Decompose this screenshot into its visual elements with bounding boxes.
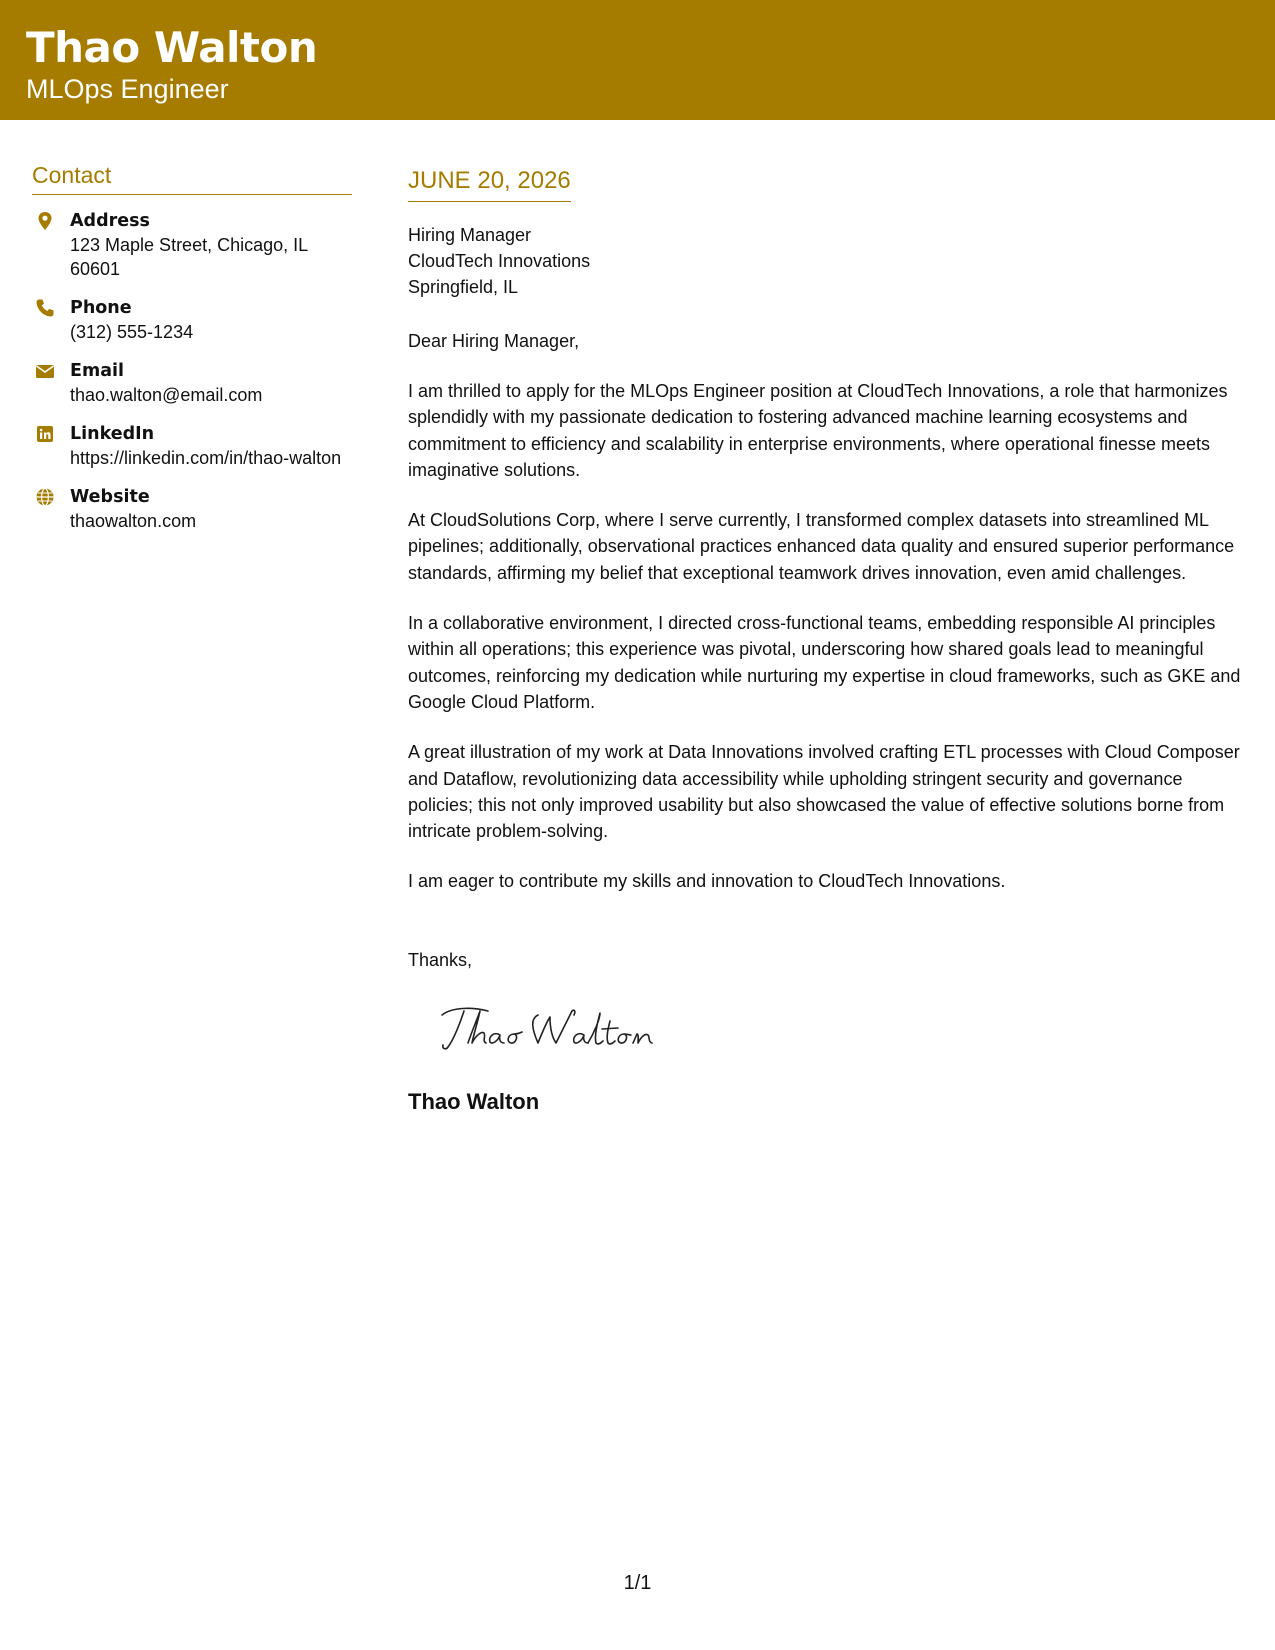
contact-sidebar <box>32 160 352 548</box>
signer-name: Thao Walton <box>408 1088 540 1114</box>
globe-icon <box>35 487 55 507</box>
applicant-name: Thao Walton <box>26 23 318 72</box>
contact-heading: Contact <box>32 160 352 195</box>
letter-paragraph: In a collaborative environment, I directed cross-functional teams, embedding responsible AI principles within all operations; this experience was pivotal, underscoring how shared goals lead to meaningful outcomes, reinforcing my dedication while nurturing my expertise in cloud frameworks, such as GKE and Google Cloud Platform. <box>408 613 1241 712</box>
letter-paragraph: A great illustration of my work at Data Innovations involved crafting ETL processes with Cloud Composer and Dataflow, revolutionizing data accessibility while upholding stringent security and governance policies; this not only improved usability but also showcased the value of effective solutions borne from intricate problem-solving. <box>408 742 1240 842</box>
header-banner <box>0 0 1275 120</box>
contact-value[interactable]: thaowalton.com <box>70 511 197 531</box>
envelope-icon <box>35 361 55 381</box>
page-number: 1/1 <box>623 1572 652 1594</box>
contact-label: LinkedIn <box>70 424 155 444</box>
contact-linkedin <box>32 422 352 470</box>
phone-icon <box>35 298 55 318</box>
recipient-line: Hiring Manager <box>408 225 532 245</box>
closing: Thanks, <box>408 949 473 970</box>
letter-body <box>408 165 1248 1116</box>
contact-website <box>32 485 352 533</box>
contact-value[interactable]: https://linkedin.com/in/thao-walton <box>70 448 342 468</box>
contact-label: Website <box>70 487 150 507</box>
contact-label: Email <box>70 361 124 381</box>
letter-paragraph: At CloudSolutions Corp, where I serve currently, I transformed complex datasets into streamlined ML pipelines; additionally, observational practices enhanced data quality and ensured superior performance standards, affirming my belief that exceptional teamwork drives innovation, even amid challenges. <box>408 510 1235 583</box>
letter-paragraph: I am thrilled to apply for the MLOps Engineer position at CloudTech Innovations, a role that harmonizes splendidly with my passionate dedication to fostering advanced machine learning ecosystems and commitment to efficiency and scalability in enterprise environments, where operational finesse meets imaginative solutions. <box>408 381 1228 480</box>
recipient-block <box>408 222 1248 300</box>
contact-value: 123 Maple Street, Chicago, IL 60601 <box>70 235 308 279</box>
contact-phone <box>32 296 352 344</box>
contact-label: Phone <box>70 298 132 318</box>
linkedin-icon <box>35 424 55 444</box>
applicant-title: MLOps Engineer <box>26 74 229 104</box>
letter-paragraph: I am eager to contribute my skills and innovation to CloudTech Innovations. <box>408 871 1006 892</box>
contact-email <box>32 359 352 407</box>
greeting: Dear Hiring Manager, <box>408 331 580 351</box>
recipient-line: CloudTech Innovations <box>408 251 591 271</box>
contact-value: thao.walton@email.com <box>70 385 263 405</box>
letter-date: JUNE 20, 2026 <box>408 165 571 202</box>
contact-label: Address <box>70 211 150 231</box>
contact-value: (312) 555-1234 <box>70 322 194 342</box>
map-pin-icon <box>35 211 55 231</box>
handwritten-signature <box>438 999 678 1059</box>
contact-address <box>32 209 352 281</box>
recipient-line: Springfield, IL <box>408 277 519 297</box>
